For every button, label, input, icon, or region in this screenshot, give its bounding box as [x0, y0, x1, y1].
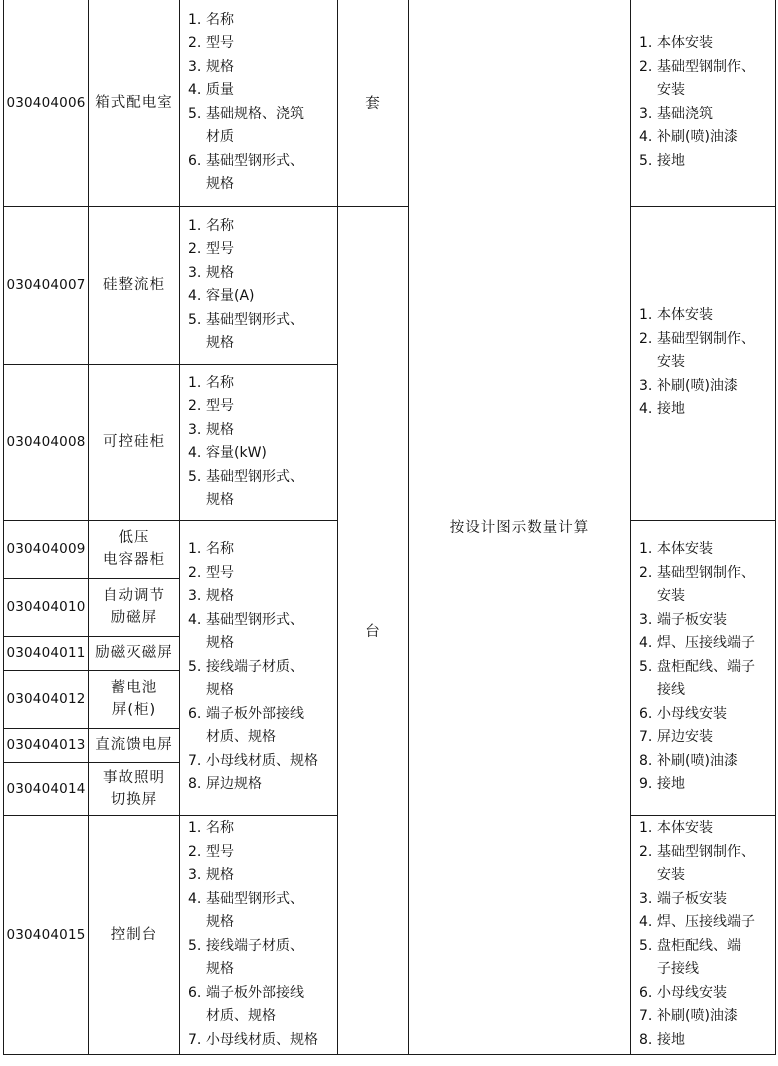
- list-item: [639, 935, 773, 982]
- list-item-number: 5.: [188, 105, 202, 122]
- list-item-text: 规格: [206, 264, 234, 281]
- item-name: [89, 0, 180, 206]
- list-item: [188, 538, 335, 562]
- list-item-number: 7.: [188, 752, 202, 769]
- list-item-text: 容量(kW): [206, 445, 267, 461]
- list-item-number: 2.: [639, 843, 653, 860]
- list-item-number: 3.: [639, 105, 653, 122]
- list-item-number: 5.: [639, 152, 653, 169]
- list-item-text: 盘柜配线、端子: [657, 658, 755, 675]
- list-item-number: 4.: [639, 401, 653, 418]
- numbered-list: [188, 9, 335, 197]
- list-item: [639, 126, 773, 150]
- list-item-text: 基础型钢形式、: [206, 468, 304, 485]
- list-item-number: 7.: [639, 1008, 653, 1024]
- list-item: [188, 864, 335, 888]
- list-item-continuation: 规格: [206, 682, 234, 699]
- list-item-text: 补刷(喷)油漆: [657, 377, 738, 394]
- list-item-number: 1.: [188, 217, 202, 234]
- item-code: 030404006: [4, 0, 89, 206]
- work-content: [631, 0, 776, 206]
- item-name-line: 切换屏: [110, 791, 158, 808]
- item-features: [180, 364, 338, 520]
- list-item-text: 端子板外部接线: [206, 705, 304, 722]
- list-item: [639, 538, 773, 562]
- list-item-number: 3.: [188, 588, 202, 605]
- list-item: [188, 419, 335, 443]
- unit-cell: 台: [338, 206, 409, 1054]
- list-item-continuation: 规格: [206, 635, 234, 652]
- item-code: 030404012: [4, 670, 89, 728]
- item-name: [89, 762, 180, 815]
- list-item: [188, 817, 335, 841]
- list-item-continuation: 规格: [206, 335, 234, 351]
- list-item: [639, 375, 773, 399]
- list-item: [639, 656, 773, 703]
- unit-cell: 套: [338, 0, 409, 206]
- list-item-text: 补刷(喷)油漆: [657, 1008, 738, 1024]
- numbered-list: [188, 215, 335, 356]
- list-item-text: 本体安装: [657, 541, 713, 558]
- item-name: [89, 815, 180, 1054]
- list-item-text: 基础型钢制作、: [657, 58, 755, 75]
- list-item-text: 接地: [657, 152, 685, 169]
- work-content: [631, 520, 776, 815]
- list-item: [188, 466, 335, 513]
- list-item-continuation: 接线: [657, 682, 685, 699]
- list-item-continuation: 材质、规格: [206, 729, 276, 746]
- numbered-list: [639, 538, 773, 797]
- list-item: [188, 656, 335, 703]
- list-item-text: 规格: [206, 588, 234, 605]
- list-item-text: 名称: [206, 374, 234, 391]
- list-item-number: 5.: [639, 937, 653, 954]
- list-item: [639, 750, 773, 774]
- item-code: 030404015: [4, 815, 89, 1054]
- list-item-continuation: 安装: [657, 588, 685, 605]
- list-item: [639, 982, 773, 1006]
- list-item: [188, 935, 335, 982]
- list-item-number: 6.: [188, 984, 202, 1001]
- numbered-list: [639, 817, 773, 1052]
- numbered-list: [639, 304, 773, 422]
- item-name-line: 可控硅柜: [103, 434, 165, 450]
- list-item: [188, 9, 335, 33]
- list-item: [188, 56, 335, 80]
- list-item-text: 小母线材质、规格: [206, 752, 318, 769]
- list-item-number: 5.: [188, 468, 202, 485]
- list-item-number: 1.: [188, 820, 202, 836]
- list-item-number: 9.: [639, 776, 653, 793]
- item-code: 030404011: [4, 636, 89, 670]
- list-item-text: 接地: [657, 776, 685, 793]
- item-features: [180, 206, 338, 364]
- list-item: [188, 750, 335, 774]
- list-item: [639, 888, 773, 912]
- list-item: [188, 841, 335, 865]
- list-item-text: 质量: [206, 82, 234, 99]
- list-item-text: 基础型钢形式、: [206, 890, 304, 907]
- list-item-text: 容量(A): [206, 288, 255, 304]
- table-row: [4, 0, 776, 206]
- list-item-text: 本体安装: [657, 35, 713, 52]
- list-item-text: 名称: [206, 820, 234, 836]
- list-item-text: 基础型钢制作、: [657, 330, 755, 347]
- table-row: [4, 206, 776, 364]
- list-item-number: 2.: [639, 58, 653, 75]
- item-features: [180, 815, 338, 1054]
- list-item: [188, 150, 335, 197]
- list-item-number: 8.: [639, 1031, 653, 1048]
- item-name: [89, 520, 180, 578]
- list-item: [188, 982, 335, 1029]
- list-item-text: 补刷(喷)油漆: [657, 752, 738, 769]
- item-name-line: 低压: [118, 530, 150, 546]
- list-item-number: 2.: [639, 564, 653, 581]
- list-item: [639, 150, 773, 174]
- list-item-number: 5.: [188, 311, 202, 328]
- item-code: 030404014: [4, 762, 89, 815]
- list-item-number: 4.: [188, 445, 202, 461]
- list-item: [639, 562, 773, 609]
- list-item-number: 6.: [188, 152, 202, 169]
- list-item: [188, 79, 335, 103]
- work-content: [631, 206, 776, 520]
- list-item-text: 端子板外部接线: [206, 984, 304, 1001]
- item-name-line: 蓄电池: [110, 680, 158, 696]
- list-item-number: 4.: [188, 890, 202, 907]
- item-code: 030404013: [4, 728, 89, 762]
- list-item-number: 1.: [639, 541, 653, 558]
- list-item: [188, 285, 335, 309]
- item-code: 030404007: [4, 206, 89, 364]
- list-item: [188, 562, 335, 586]
- list-item-number: 3.: [188, 867, 202, 883]
- list-item-text: 小母线安装: [657, 984, 727, 1001]
- list-item-number: 3.: [188, 58, 202, 75]
- list-item-number: 6.: [639, 705, 653, 722]
- list-item-number: 5.: [639, 658, 653, 675]
- list-item-number: 2.: [188, 398, 202, 414]
- list-item-text: 规格: [206, 58, 234, 75]
- list-item-text: 接地: [657, 1031, 685, 1048]
- bill-of-quantities-table: [3, 0, 776, 1055]
- list-item-number: 1.: [639, 820, 653, 836]
- list-item-text: 接线端子材质、: [206, 658, 304, 675]
- list-item: [639, 609, 773, 633]
- list-item: [639, 103, 773, 127]
- list-item-text: 屏边规格: [206, 776, 262, 793]
- list-item-text: 型号: [206, 35, 234, 52]
- list-item-continuation: 材质、规格: [206, 1008, 276, 1024]
- list-item: [188, 103, 335, 150]
- list-item-number: 4.: [188, 288, 202, 304]
- item-features: [180, 0, 338, 206]
- list-item-number: 4.: [639, 914, 653, 930]
- list-item: [639, 726, 773, 750]
- list-item-number: 2.: [188, 35, 202, 52]
- list-item: [188, 215, 335, 239]
- list-item-text: 小母线安装: [657, 705, 727, 722]
- list-item-text: 型号: [206, 398, 234, 414]
- list-item-text: 本体安装: [657, 820, 713, 836]
- numbered-list: [188, 538, 335, 797]
- list-item-continuation: 材质: [206, 129, 234, 146]
- list-item-continuation: 规格: [206, 176, 234, 193]
- work-content: [631, 815, 776, 1054]
- list-item-text: 端子板安装: [657, 611, 727, 628]
- item-name-line: 事故照明: [103, 769, 165, 786]
- item-name: [89, 670, 180, 728]
- list-item: [188, 888, 335, 935]
- list-item-number: 4.: [188, 611, 202, 628]
- item-name-line: 箱式配电室: [95, 94, 173, 111]
- list-item: [639, 632, 773, 656]
- numbered-list: [639, 32, 773, 173]
- list-item: [188, 773, 335, 797]
- list-item: [639, 1005, 773, 1029]
- list-item-text: 端子板安装: [657, 890, 727, 907]
- list-item: [188, 238, 335, 262]
- item-name-line: 励磁屏: [110, 610, 158, 626]
- list-item-text: 本体安装: [657, 307, 713, 324]
- list-item-number: 1.: [639, 35, 653, 52]
- list-item-text: 盘柜配线、端: [657, 937, 741, 954]
- list-item: [188, 1029, 335, 1053]
- list-item-text: 屏边安装: [657, 729, 713, 746]
- list-item-number: 3.: [639, 611, 653, 628]
- list-item: [188, 609, 335, 656]
- list-item: [188, 585, 335, 609]
- list-item-number: 8.: [639, 752, 653, 769]
- list-item: [188, 32, 335, 56]
- list-item: [639, 32, 773, 56]
- list-item-text: 规格: [206, 421, 234, 438]
- list-item-text: 型号: [206, 564, 234, 581]
- list-item-continuation: 规格: [206, 914, 234, 930]
- list-item-number: 3.: [639, 890, 653, 907]
- list-item: [639, 841, 773, 888]
- item-code: 030404010: [4, 578, 89, 636]
- item-name: [89, 364, 180, 520]
- list-item-text: 名称: [206, 217, 234, 234]
- list-item: [639, 328, 773, 375]
- list-item-number: 4.: [639, 129, 653, 146]
- list-item-continuation: 安装: [657, 867, 685, 883]
- list-item-number: 4.: [639, 635, 653, 652]
- list-item-text: 接线端子材质、: [206, 937, 304, 954]
- list-item-text: 焊、压接线端子: [657, 914, 755, 930]
- list-item-number: 5.: [188, 937, 202, 954]
- list-item-number: 1.: [188, 11, 202, 28]
- list-item-text: 基础型钢制作、: [657, 843, 755, 860]
- list-item-number: 6.: [639, 984, 653, 1001]
- list-item-text: 接地: [657, 401, 685, 418]
- list-item-text: 型号: [206, 241, 234, 257]
- list-item: [639, 1029, 773, 1053]
- list-item-number: 4.: [188, 82, 202, 99]
- list-item: [639, 56, 773, 103]
- list-item: [639, 817, 773, 841]
- list-item-text: 规格: [206, 867, 234, 883]
- list-item: [639, 773, 773, 797]
- list-item-continuation: 安装: [657, 82, 685, 99]
- list-item-continuation: 子接线: [657, 961, 699, 977]
- list-item: [188, 442, 335, 466]
- list-item-text: 补刷(喷)油漆: [657, 129, 738, 146]
- item-name-line: 屏(柜): [111, 702, 157, 718]
- item-name-line: 励磁灭磁屏: [95, 645, 173, 661]
- item-features: [180, 520, 338, 815]
- item-name: [89, 206, 180, 364]
- list-item-number: 2.: [188, 241, 202, 257]
- list-item-text: 型号: [206, 843, 234, 860]
- list-item-number: 2.: [188, 843, 202, 860]
- list-item-number: 2.: [639, 330, 653, 347]
- list-item-continuation: 规格: [206, 492, 234, 508]
- list-item: [188, 395, 335, 419]
- list-item-number: 6.: [188, 705, 202, 722]
- list-item: [188, 309, 335, 356]
- list-item-text: 名称: [206, 541, 234, 558]
- list-item-text: 基础型钢形式、: [206, 611, 304, 628]
- item-code: 030404009: [4, 520, 89, 578]
- item-name-line: 直流馈电屏: [95, 737, 173, 753]
- list-item-number: 8.: [188, 776, 202, 793]
- list-item-text: 名称: [206, 11, 234, 28]
- list-item: [639, 911, 773, 935]
- list-item-number: 3.: [639, 377, 653, 394]
- list-item: [639, 398, 773, 422]
- list-item: [188, 372, 335, 396]
- list-item-text: 基础浇筑: [657, 105, 713, 122]
- list-item-text: 焊、压接线端子: [657, 635, 755, 652]
- item-name-line: 电容器柜: [103, 552, 165, 568]
- list-item-continuation: 规格: [206, 961, 234, 977]
- calculation-rule: 按设计图示数量计算: [409, 0, 631, 1054]
- list-item-text: 基础型钢制作、: [657, 564, 755, 581]
- list-item-text: 基础规格、浇筑: [206, 105, 304, 122]
- numbered-list: [188, 817, 335, 1052]
- list-item-continuation: 安装: [657, 354, 685, 371]
- list-item-number: 1.: [188, 374, 202, 391]
- item-name-line: 硅整流柜: [103, 277, 165, 293]
- list-item-number: 5.: [188, 658, 202, 675]
- list-item-number: 7.: [639, 729, 653, 746]
- list-item-number: 1.: [639, 307, 653, 324]
- list-item-number: 3.: [188, 421, 202, 438]
- list-item: [639, 703, 773, 727]
- list-item-number: 3.: [188, 264, 202, 281]
- list-item: [188, 703, 335, 750]
- item-name: [89, 578, 180, 636]
- item-name: [89, 636, 180, 670]
- item-code: 030404008: [4, 364, 89, 520]
- item-name-line: 自动调节: [103, 588, 165, 604]
- list-item-text: 小母线材质、规格: [206, 1031, 318, 1048]
- list-item-text: 基础型钢形式、: [206, 152, 304, 169]
- list-item-text: 基础型钢形式、: [206, 311, 304, 328]
- item-name-line: 控制台: [110, 926, 158, 943]
- list-item: [639, 304, 773, 328]
- item-name: [89, 728, 180, 762]
- numbered-list: [188, 372, 335, 513]
- list-item: [188, 262, 335, 286]
- list-item-number: 2.: [188, 564, 202, 581]
- list-item-number: 7.: [188, 1031, 202, 1048]
- list-item-number: 1.: [188, 541, 202, 558]
